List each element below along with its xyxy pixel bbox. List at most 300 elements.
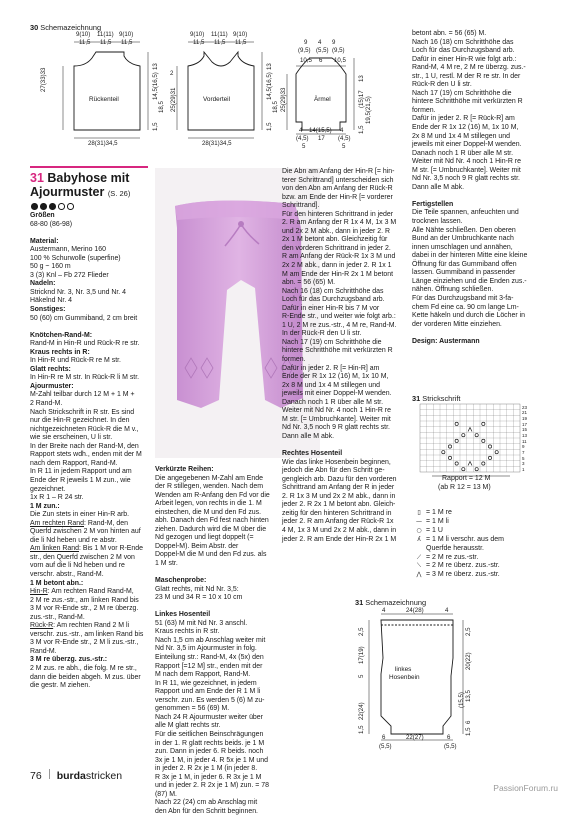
text-line: R 3x je 1 M, in jeder 6. R 3x je 1 M xyxy=(155,773,262,781)
text-line: gengleich arb. Dazu für den vorderen xyxy=(282,475,397,483)
text-line xyxy=(155,569,305,578)
text-line: 2. R 1x 3 M und 2x 2 M abk., dann in xyxy=(282,492,396,500)
chart-row-number: 23 xyxy=(522,404,528,410)
chart-rapport-note: (ab R 12 = 13 M) xyxy=(438,484,491,491)
text-line: in der 1. R glatt rechts beids. je 1 M xyxy=(155,739,265,747)
text-line: trocknen lassen. xyxy=(412,218,463,226)
text-line: 3 M re überzg. zus.-str.: xyxy=(30,656,108,664)
back-dim-shoulder-left: 9(10) xyxy=(76,31,91,38)
text-line: str., 1 U, restl. M der R re str. In der xyxy=(412,72,521,80)
text-line: Bund an der Umbruchkante nach xyxy=(412,235,514,243)
text-line: Loch für das Durchzugsband arb. xyxy=(412,47,515,55)
chart-yarn-over xyxy=(448,445,451,448)
back-dim-width: 28(31)34,5 xyxy=(88,140,118,147)
text-line: Kette häkeln und durch die Löcher in xyxy=(412,312,526,320)
watermark: PassionForum.ru xyxy=(493,783,558,793)
back-dim-shoulder-right: 9(10) xyxy=(119,31,134,38)
lower-right-6: 1,5 xyxy=(465,727,472,736)
sleeve-dim2-left: (9,5) xyxy=(298,47,311,54)
text-line: den Abn für den Schritt beginnen. xyxy=(155,807,258,815)
legend-symbol-icon: ⋀ xyxy=(416,571,422,579)
front-dim2-mid: 11,5 xyxy=(214,39,226,46)
lower-left-1: 2,5 xyxy=(358,627,365,636)
back-dim-length: 27(33)33 xyxy=(40,67,47,92)
legend-text: = 1 M re xyxy=(426,509,452,516)
text-line: 2x 1 M betont abn. Gleichzeitig für xyxy=(282,236,388,244)
text-line: 2x 2 M abk., dann in jeder 2. R 1x 1 xyxy=(282,262,392,270)
text-line: Die Teile spannen, anfeuchten und xyxy=(412,209,519,217)
text-line: nur die Hin-R gezeichnet. In den xyxy=(30,417,130,425)
text-line: Größen xyxy=(30,212,55,219)
text-line: Glatt rechts, mit Nd Nr. 3,5: xyxy=(155,585,239,593)
text-line: Dafür in jeder 2. R [= Hin-R] am xyxy=(282,364,380,372)
difficulty-dot-filled xyxy=(49,203,56,210)
text-line: Die Zun stets in einer Hin-R arb. xyxy=(30,511,130,519)
text-line: verschr. zus.-str., am linken Rand bis xyxy=(30,630,144,638)
text-line: 1 U, 2 M re zus.-str., 4 M re, Rand-M. xyxy=(282,321,397,329)
legend-item xyxy=(412,545,547,554)
text-line: Ende der R 1x 12 (16) M, 1x 10 M, xyxy=(412,124,519,132)
sleeve-bottom3-left: 5 xyxy=(302,143,306,150)
front-dim2-left: 11,5 xyxy=(193,39,205,46)
legend-text: = 2 M re zus.-str. xyxy=(426,553,479,561)
text-line: In Hin-R re M str. In Rück-R li M str. xyxy=(30,374,140,382)
text-line: Für das Durchzugsband mit 3-fa- xyxy=(412,294,514,302)
text-line: verschr. zun. Es werden 5 (6) M zu- xyxy=(155,696,265,704)
text-line: 2 M zus. re abh., die folg. M re str., xyxy=(30,664,137,672)
text-line: nähen. Öffnung schließen. xyxy=(412,286,494,294)
lower-right-4: (15,5) xyxy=(458,692,465,708)
text-line: wie sie erscheinen, U li str. xyxy=(30,434,113,442)
front-dim2-right: 11,5 xyxy=(235,39,247,46)
lower-top-left: 4 xyxy=(382,607,386,614)
text-line: zus.-str., Rand-M. xyxy=(30,613,85,621)
lower-bottom2-left: (5,5) xyxy=(379,743,392,750)
chart-row-number: 9 xyxy=(522,444,525,450)
sleeve-bottom-mid: 14(15,5) xyxy=(309,127,332,134)
legend-symbol-icon: ⟋ xyxy=(416,553,422,561)
chart-row-number: 7 xyxy=(522,449,525,455)
text-line: nach dem Rapport, Rand-M. xyxy=(30,459,118,467)
front-dim-length: 25(29)31 xyxy=(170,87,177,112)
front-piece-name: Vorderteil xyxy=(203,96,230,103)
text-line: Verkürzte Reihen: xyxy=(155,466,214,473)
lower-left-4: 22(24) xyxy=(358,702,365,720)
text-line: Design: Austermann xyxy=(412,337,480,345)
text-line: Loch für das Durchzugsband arb. xyxy=(282,296,385,304)
legend-item xyxy=(412,554,547,563)
legend-text: = 1 M li xyxy=(426,517,449,525)
text-line: Knötchen-Rand-M: xyxy=(30,331,93,339)
text-line: M am Ende der Hin-R 2x 1 M betont xyxy=(282,270,394,278)
text-line: Rand-M. xyxy=(30,647,57,655)
symbol-legend xyxy=(412,509,547,580)
text-line: Nach 17 (19) cm Schritthöhe die xyxy=(282,338,382,346)
text-line: In R 11 in jedem Rapport und am xyxy=(30,468,132,476)
footer-separator xyxy=(49,769,50,779)
chart-decrease xyxy=(468,462,472,466)
text-line: 50 (60) cm Gummiband, 2 cm breit xyxy=(30,314,138,322)
front-dim-neck-depth: 2 xyxy=(170,70,174,77)
lower-bottom2-right: (5,5) xyxy=(444,743,457,750)
lower-top-right: 4 xyxy=(445,607,449,614)
text-line: alle M glatt rechts str. xyxy=(155,722,221,730)
pattern-title-line2: Ajourmuster xyxy=(30,184,105,199)
chart-yarn-over xyxy=(495,451,498,454)
chart-row-number: 11 xyxy=(522,438,527,444)
text-line: Schrittrand am Anfang der R in jeder xyxy=(282,484,395,492)
chart-yarn-over xyxy=(475,434,478,437)
text-line: Rapport [=12 M] str., enden mit der xyxy=(155,662,263,670)
top-schematics xyxy=(0,0,395,160)
legend-item xyxy=(412,571,547,580)
legend-symbol-icon: ○ xyxy=(416,526,422,534)
back-dim-side2: 18,5 xyxy=(158,101,165,113)
text-line: 3x je 1 M, in jeder 4. R 5x je 1 M und xyxy=(155,756,268,764)
text-line: Maschenprobe: xyxy=(155,577,207,585)
chart-row-number: 15 xyxy=(522,427,528,433)
text-line: verschr. abstr., Rand-M. xyxy=(30,570,104,578)
text-line: Am linken Rand: Bis 1 M vor R-Ende xyxy=(30,545,143,553)
chart-yarn-over xyxy=(482,462,485,465)
text-line: lassen. Gummiband in passender xyxy=(412,269,516,277)
sleeve-bottom2-left: (4,5) xyxy=(296,135,309,142)
text-line: Am rechten Rand: Rand-M, den xyxy=(30,519,128,527)
chart-yarn-over xyxy=(455,422,458,425)
brand-name: burda xyxy=(56,770,86,782)
text-line: betont abn. = 56 (65) M. xyxy=(412,30,487,37)
back-piece-name: Rückenteil xyxy=(89,96,119,103)
chart-label: 31 Strickschrift xyxy=(412,394,461,403)
text-line: Kraus rechts in R str. xyxy=(155,628,220,636)
legend-item xyxy=(412,536,547,545)
page-footer xyxy=(30,769,122,782)
text-line: Nach 16 (18) cm Schritthöhe das xyxy=(412,38,514,46)
text-line: 50 g ~ 160 m xyxy=(30,263,71,271)
text-line xyxy=(282,442,410,451)
text-line: 3 (3) Knl – Fb 272 Flieder xyxy=(30,271,109,279)
text-line: jeweils mit einer Doppel-M wenden. xyxy=(282,390,392,398)
schematic-drawings xyxy=(0,0,395,160)
legend-symbol-icon: — xyxy=(416,517,422,525)
text-line: innen umschlagen und annähen, xyxy=(412,243,513,251)
text-line: M nach dem Rapport, Rand-M. xyxy=(155,671,251,679)
text-line: Sonstiges: xyxy=(30,306,66,314)
text-line: der vorderen Mitte einziehen. xyxy=(412,320,502,328)
text-line: Nd Nr. 3,5 noch 9 R glatt rechts str. xyxy=(412,175,520,183)
text-line: Einteilung str.: Rand-M, 4x (5x) den xyxy=(155,654,264,662)
sleeve-bottom-right: 4 xyxy=(340,127,344,134)
back-dim2-right: 11,5 xyxy=(121,39,133,46)
text-line: dabei in der hinteren Mitte eine kleine xyxy=(412,252,528,260)
text-line xyxy=(30,229,152,238)
lower-schematic-label: 31 Schemazeichnung xyxy=(355,598,427,607)
sleeve-bottom-left: 4 xyxy=(299,127,303,134)
text-line: 2. R am Anfang der R 1x 4 M, 1x 3 M xyxy=(282,219,397,227)
text-line: Dann alle M abk. xyxy=(412,183,465,191)
legend-symbol-icon: ▯ xyxy=(417,509,421,516)
text-line: str., den Querfd zwischen 2 M von xyxy=(30,553,135,561)
text-line: Austermann, Merino 160 xyxy=(30,246,106,254)
difficulty-dot-filled xyxy=(31,203,38,210)
text-line: Ende der R jeweils 1 M zun., wie xyxy=(30,476,131,484)
sleeve-dim3-mid: 6 xyxy=(319,57,323,64)
chart-yarn-over xyxy=(455,439,458,442)
text-line: die gestr. M ziehen. xyxy=(30,682,91,690)
brand-suffix: stricken xyxy=(85,770,123,782)
legend-item xyxy=(412,509,547,518)
legend-item xyxy=(412,518,547,527)
lower-bottom-left: 6 xyxy=(382,734,386,741)
lower-name-2: Hosenbein xyxy=(389,674,420,681)
column-1 xyxy=(30,212,152,691)
text-line: 2 M re zus.-str., am linken Rand bis xyxy=(30,596,139,604)
text-line: den vorderen Schrittrand in jeder 2. xyxy=(282,244,391,252)
text-line: Die Abn am Anfang der Hin-R [= hin- xyxy=(282,168,395,175)
chart-yarn-over xyxy=(462,468,465,471)
text-line xyxy=(155,603,305,612)
text-line: Rand-M, 4 M re, 2 M re überzg. zus.- xyxy=(412,64,526,72)
text-line: 1 M zun.: xyxy=(30,502,60,510)
text-line: jeder 2. R am Ende der Hin-R 2x 1 M xyxy=(282,535,397,543)
text-line: R-Ende str., und weiter wie folgt arb.: xyxy=(282,313,396,321)
text-line: Kraus rechts in R: xyxy=(30,348,90,356)
text-line: jedoch die Abn für den Schritt ge- xyxy=(282,467,385,475)
text-line: in jeder 2. R 2x je 1 M (in jeder 8. xyxy=(155,765,258,773)
text-line: zeitig für den hinteren Schrittrand in xyxy=(282,509,392,517)
text-line: Nd Nr. 3,5 im Ajourmuster in folg. xyxy=(155,645,257,653)
front-dim-neck: 11(11) xyxy=(211,31,228,38)
front-dim-hem: 1,5 xyxy=(266,122,273,131)
column-3 xyxy=(282,168,410,544)
text-line: Nach 1,5 cm ab Anschlag weiter mit xyxy=(155,636,266,644)
text-line: hintere Schritthöhe mit verkürzten R xyxy=(282,347,393,355)
chart-yarn-over xyxy=(448,456,451,459)
text-line: R am Anfang der Rück-R 1x 3 M und xyxy=(282,253,396,261)
text-line: 1x R 1 – R 24 str. xyxy=(30,494,84,502)
text-line: einstechen, die M und den Fd zus. xyxy=(155,508,262,516)
chart-row-number: 13 xyxy=(522,432,528,438)
text-line: Weiter mit Nd Nr. 4 noch 1 Hin-R re xyxy=(412,158,521,166)
text-line: M-Zahl teilbar durch 12 M + 1 M + xyxy=(30,391,135,399)
front-dim-side: 14,5(16,5) xyxy=(266,72,273,100)
lower-bottom-mid: 22(27) xyxy=(406,734,424,741)
lower-schematic xyxy=(355,598,475,753)
text-line: Nd gezogen und liegt doppelt (= xyxy=(155,534,254,542)
text-line: Nach 16 (18) cm Schritthöhe das xyxy=(282,287,384,295)
pattern-title-line1: Babyhose mit xyxy=(47,171,130,185)
chart-yarn-over xyxy=(488,445,491,448)
text-line: 23 M und 34 R = 10 x 10 cm xyxy=(155,594,243,602)
chart-row-number: 17 xyxy=(522,421,528,427)
text-line: In der Rück-R den U li str. xyxy=(282,330,362,338)
lower-left-2: 17(19) xyxy=(358,646,365,664)
text-line: In R 11, wie gezeichnet, in jedem xyxy=(155,679,257,687)
sleeve-outline xyxy=(296,58,346,130)
sleeve-dim3-right: 10,5 xyxy=(334,57,346,64)
sleeve-dim-top-right: 9 xyxy=(332,39,336,46)
text-line: Länge einziehen und die Enden zus.- xyxy=(412,277,527,285)
text-line: Stricknd Nr. 3, Nr. 3,5 und Nr. 4 xyxy=(30,288,127,296)
text-line: 4 M, 1x 3 M und 2x 2 M abk., dann in xyxy=(282,526,397,534)
text-line: jeder 2. R 2x 1 M betont abn. Gleich- xyxy=(282,501,396,509)
sleeve-dim3-left: 10,5 xyxy=(300,57,312,64)
chart-yarn-over xyxy=(442,451,445,454)
text-line: abn. = 56 (65) M. xyxy=(282,279,336,287)
back-dim-neck: 11(11) xyxy=(97,31,114,38)
text-line: M str. [= Umbruchkante]. Weiter mit xyxy=(412,166,521,174)
text-line: dann die beiden abgeh. M zus. über xyxy=(30,673,141,681)
text-line xyxy=(412,192,552,201)
schematic-label-30: 30 Schemazeichnung xyxy=(30,23,102,32)
text-line: und in jeder 2. R 2x je 1 M) zun. = 78 xyxy=(155,782,269,790)
lower-right-1: 2,5 xyxy=(465,627,472,636)
chart-yarn-over xyxy=(482,439,485,442)
text-line: Glatt rechts: xyxy=(30,365,71,373)
chart-row-number: 3 xyxy=(522,461,525,467)
text-line: Wie das linke Hosenbein beginnen, xyxy=(282,458,391,466)
text-line: formen. xyxy=(282,356,306,364)
text-line: Nach 24 R Ajourmuster weiter über xyxy=(155,713,263,721)
text-line: In Hin-R und Rück-R re M str. xyxy=(30,357,121,365)
text-line: und 2x 2 M abk., dann in jeder 2. R xyxy=(282,227,390,235)
back-piece-outline xyxy=(74,52,140,130)
legend-text: Querfde herausstr. xyxy=(426,544,484,552)
text-line: (87) M. xyxy=(155,790,177,798)
text-line: zun. Dann in jeder 6. R beids. noch xyxy=(155,748,264,756)
text-line: Nd Nr. 3,5 noch 9 R glatt rechts str. xyxy=(282,424,390,432)
text-line: jeder 2. R am Anfang der Rück-R 1x xyxy=(282,518,394,526)
text-line: Ende der R 1x 12 (16) M, 1x 10 M, xyxy=(282,373,389,381)
sleeve-dim-top-left: 9 xyxy=(304,39,308,46)
text-line: terer Schrittrand] unterscheiden sich xyxy=(282,176,394,184)
text-line: Arbeit legen, von rechts in die 1. M xyxy=(155,500,262,508)
sleeve-dim-hem: 1,5 xyxy=(358,125,365,134)
difficulty-dot-empty xyxy=(67,203,74,210)
front-dim-armhole: 13 xyxy=(266,63,273,70)
lower-right-2: 20(22) xyxy=(465,652,472,670)
text-line: Nach 17 (19) cm Schritthöhe die xyxy=(412,89,512,97)
back-dim2-mid: 11,5 xyxy=(100,39,112,46)
text-line: Wenden am R-Anfang den Fd vor die xyxy=(155,491,270,499)
back-dim-side: 14,5(16,5) xyxy=(152,72,159,100)
lower-left-5: 1,5 xyxy=(358,725,365,734)
chart-yarn-over xyxy=(475,468,478,471)
text-line: Nadeln: xyxy=(30,280,56,288)
chart-yarn-over xyxy=(488,456,491,459)
text-line: Material: xyxy=(30,237,59,245)
chart-yarn-over xyxy=(455,462,458,465)
text-line: Dafür in jeder 2. R [= Rück-R] am xyxy=(412,115,515,123)
sleeve-bottom3-right: 5 xyxy=(342,143,346,150)
text-line: chem Fd eine ca. 90 cm lange Lm- xyxy=(412,303,519,311)
text-line: hintere Schritthöhe mit verkürzten R xyxy=(412,98,523,106)
legend-text: = 3 M re überz. zus.-str. xyxy=(426,571,500,579)
difficulty-rating xyxy=(31,203,74,210)
text-line: Ajourmuster: xyxy=(30,382,74,390)
text-line: Rück-R: Am rechten Rand 2 M li xyxy=(30,622,130,630)
text-line: Rand-M in Hin-R und Rück-R re str. xyxy=(30,340,140,348)
sleeve-dim-right1: 13 xyxy=(358,75,365,82)
text-line: der R stillegen, wenden. Nach dem xyxy=(155,483,263,491)
text-line: formen. xyxy=(412,106,436,114)
text-line xyxy=(412,329,552,338)
sleeve-bottom2-right: (4,5) xyxy=(338,135,351,142)
page-number: 76 xyxy=(30,770,42,782)
pattern-page-ref: (S. 26) xyxy=(107,188,131,198)
text-line: Linkes Hosenteil xyxy=(155,611,211,619)
chart-yarn-over xyxy=(482,422,485,425)
front-dim-width: 28(31)34,5 xyxy=(202,140,232,147)
text-line: Dafür in einer Hin-R wie folgt arb.: xyxy=(412,55,517,63)
difficulty-dot-empty xyxy=(58,203,65,210)
text-line: 2x 8 M und 1x 4 M stillegen und xyxy=(412,132,510,140)
text-line: Rapport und am Ende der R 1 M li xyxy=(155,688,261,696)
sleeve-dim-right3: 19,5(21,5) xyxy=(365,96,372,124)
text-line: Danach noch 1 R über alle M str. xyxy=(282,398,384,406)
text-line: Rapport stets wdh., enden mit der M xyxy=(30,451,142,459)
front-dim-shoulder-left: 9(10) xyxy=(190,31,205,38)
text-line: Weiter mit Nd Nr. 4 noch 1 Hin-R re xyxy=(282,407,391,415)
sleeve-dim-length: 25(29)33 xyxy=(280,87,287,112)
text-line: vorn auf die li Nd heben und re xyxy=(30,562,125,570)
legend-symbol-icon: ⟍ xyxy=(416,562,422,570)
front-dim-side2: 18,5 xyxy=(272,101,279,113)
lower-right-5: 6 xyxy=(465,720,472,724)
legend-text: = 1 U xyxy=(426,526,443,534)
text-line: gezeichnet. xyxy=(30,485,66,493)
text-line: 2 Rand-M. xyxy=(30,400,63,408)
text-line: 2x 8 M und 1x 4 M stillegen und xyxy=(282,381,380,389)
text-line: bzw. am Ende der Hin-R [= vorderer xyxy=(282,193,393,201)
text-line: 68-80 (86-98) xyxy=(30,220,73,228)
legend-item xyxy=(412,562,547,571)
text-line: Rechtes Hosenteil xyxy=(282,450,343,458)
sleeve-name: Ärmel xyxy=(314,96,331,103)
pattern-number: 31 xyxy=(30,171,44,185)
text-line: 51 (63) M mit Nd Nr. 3 anschl. xyxy=(155,619,248,627)
lower-right-3: 13,5 xyxy=(465,690,472,702)
lower-name-1: linkes xyxy=(395,666,412,673)
text-line: 3 M vor R-Ende str., 2 M re überzg. xyxy=(30,605,139,613)
text-line: Alle Nähte schließen. Den oberen xyxy=(412,226,516,234)
text-line: Öffnung für das Gummiband offen xyxy=(412,260,517,268)
legend-symbol-icon: ʎ xyxy=(417,535,421,543)
front-dim-shoulder-right: 9(10) xyxy=(233,31,248,38)
chart-row-number: 19 xyxy=(522,415,528,421)
text-line: 1 M str. xyxy=(155,560,178,568)
chart-row-number: 1 xyxy=(522,466,525,472)
text-line: 1 M betont abn.: xyxy=(30,579,84,587)
text-line: Nach 22 (24) cm ab Anschlag mit xyxy=(155,799,258,807)
back-dim-armhole: 13 xyxy=(152,63,159,70)
text-line: Hin-R: Am rechten Rand Rand-M, xyxy=(30,588,134,596)
lower-top-mid: 24(28) xyxy=(406,607,424,614)
difficulty-dot-filled xyxy=(40,203,47,210)
sleeve-dim2-right: (9,5) xyxy=(332,47,345,54)
text-line: genommen = 56 (69) M. xyxy=(155,705,230,713)
text-line: In der Breite nach der Rand-M, den xyxy=(30,442,139,450)
text-line: Danach noch 1 R über alle M str. xyxy=(412,149,514,157)
lower-left-3: 5 xyxy=(358,674,365,678)
chart-yarn-over xyxy=(462,434,465,437)
legend-text: = 2 M re überz. zus.-str. xyxy=(426,562,500,570)
text-line: Dann alle M abk. xyxy=(282,432,335,440)
text-line: M str. [= Umbruchkante]. Weiter mit xyxy=(282,415,391,423)
legend-text: = 1 M li verschr. aus dem xyxy=(426,535,505,543)
text-line: Rück-R den U li str. xyxy=(412,81,472,89)
chart-row-number: 21 xyxy=(522,410,528,416)
